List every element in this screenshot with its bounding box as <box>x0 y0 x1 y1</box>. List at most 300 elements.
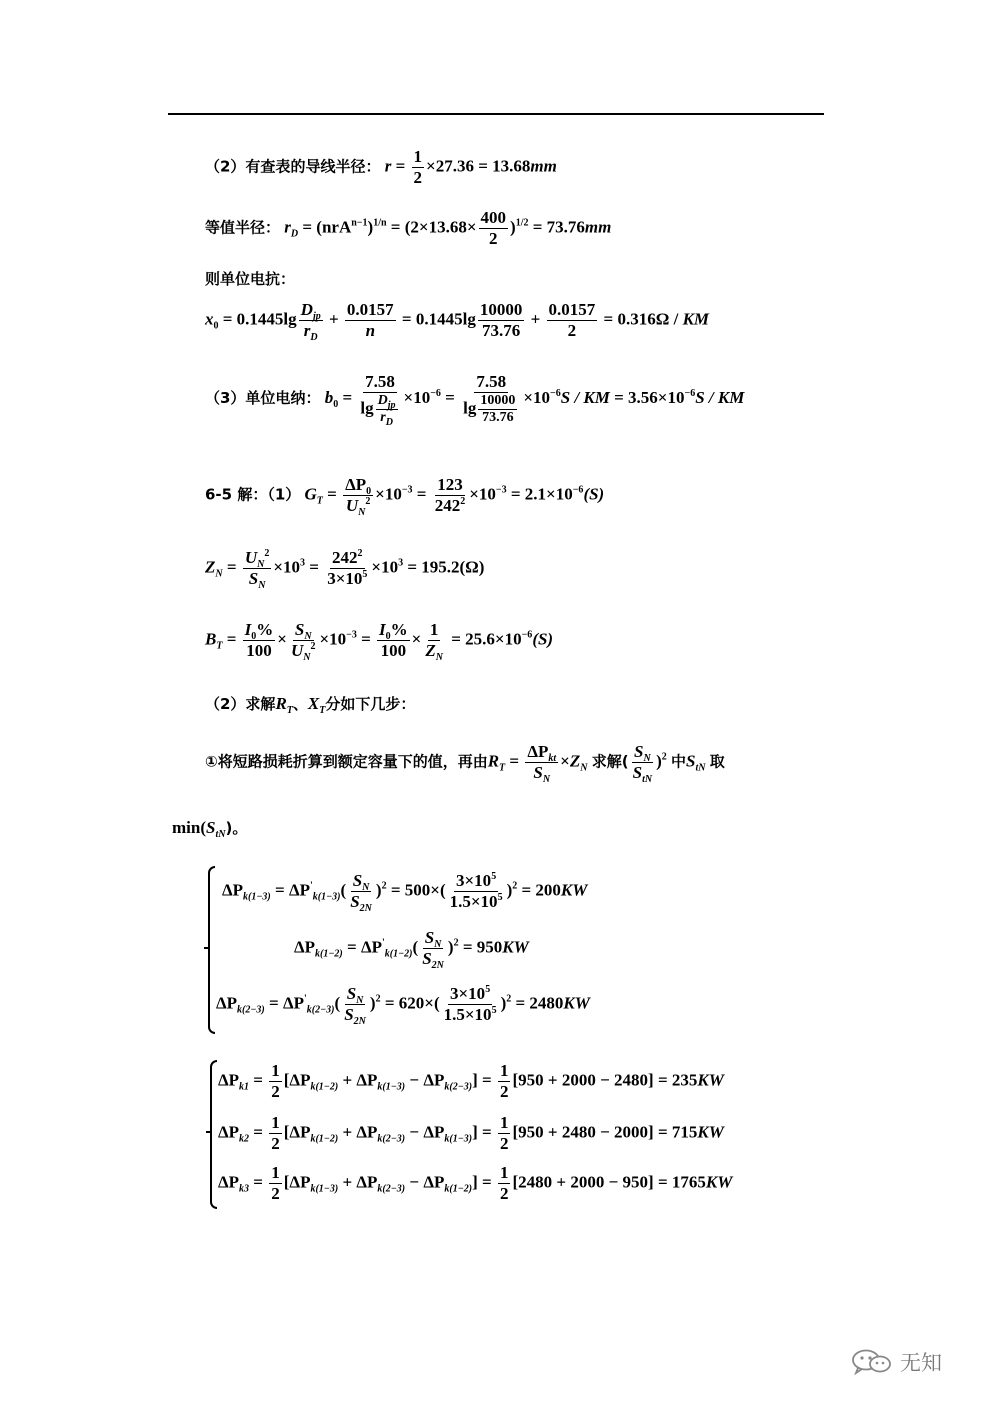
frac-num: 1 <box>499 1163 509 1182</box>
op: − <box>405 1070 424 1090</box>
expr: 242 <box>434 496 461 515</box>
var: U <box>244 548 258 567</box>
sup: 2 <box>506 993 512 1005</box>
frac-den: 73.76 <box>482 410 514 425</box>
frac-num <box>423 928 444 949</box>
sub: D <box>385 417 393 428</box>
frac-num: 1 <box>271 1163 280 1182</box>
frac-den: 2 <box>271 1184 280 1203</box>
frac-den <box>461 393 521 426</box>
unit-mm: mm <box>584 217 612 237</box>
eq-radius: （2）有查表的导线半径： r = $\frac{1}{2}$ ×27.36 = 13.68mm <box>205 147 557 187</box>
var: S <box>632 763 643 782</box>
step-text: 求解( <box>591 752 629 771</box>
sup: 2 <box>365 496 371 507</box>
sup: −6 <box>550 387 561 399</box>
sub: N <box>643 753 651 764</box>
sub: N <box>434 939 442 950</box>
frac-den: 2 <box>489 229 498 248</box>
sub: 2N <box>359 903 372 914</box>
sup: ' <box>304 993 307 1005</box>
unit: (S) <box>532 629 554 649</box>
sub: 0 <box>385 631 391 642</box>
var-x: x <box>205 309 214 329</box>
frac-den <box>442 1005 499 1025</box>
sys1-row-2: $\Delta P_{k(1-2)} = \Delta P'_{k(1-2)}$( $\frac{S_N}{S_{2N}}$ )$^2$ = 950KW <box>294 928 529 971</box>
expr: [2480 + 2000 − 950] <box>512 1172 654 1192</box>
frac-den <box>247 569 268 589</box>
frac <box>269 1061 282 1102</box>
frac-den: 2 <box>499 1134 509 1153</box>
frac-den: 100 <box>380 641 407 660</box>
expr: ×10 <box>469 484 496 504</box>
sup: 2 <box>460 496 466 507</box>
expr: min( <box>172 818 206 837</box>
sub: tN <box>642 774 653 785</box>
frac <box>631 742 654 783</box>
var-R: R <box>275 694 287 713</box>
sub: tN <box>215 829 226 840</box>
var: S <box>533 763 543 782</box>
sub: T <box>216 640 223 652</box>
frac-den <box>631 763 654 783</box>
expr: [950 + 2480 − 2000] <box>512 1122 654 1142</box>
expr: ΔP <box>289 1122 311 1142</box>
frac-den <box>358 393 401 426</box>
sub: k(1−3) <box>312 891 341 903</box>
sup: 1/2 <box>515 217 529 229</box>
frac-den <box>433 496 468 516</box>
frac-num: 7.58 <box>365 372 395 391</box>
frac <box>525 742 558 783</box>
unit-reactance-label: 则单位电抗： <box>205 270 296 288</box>
sup: 5 <box>485 984 491 995</box>
expr: 3×10 <box>456 871 492 890</box>
frac-half <box>412 147 425 188</box>
var-Z: Z <box>569 751 581 771</box>
sub: T <box>319 705 326 716</box>
frac-den: 2 <box>499 1082 509 1101</box>
var: I <box>244 620 252 639</box>
var: S <box>248 569 259 588</box>
sub: D <box>310 332 318 343</box>
frac-num <box>351 871 372 892</box>
var-B: B <box>205 629 217 649</box>
left-brace <box>208 866 215 1034</box>
frac-den: 73.76 <box>481 321 521 340</box>
frac-num <box>343 475 373 496</box>
eq-susceptance: （3）单位电纳： $b_0$ = 7.58 lg $\frac{D_{jp}}{r_D}$ $\times 10^{-6}$ = 7.58 lg $\frac{10000}{73.76}$ $\times 10^{-6}S$ / KM = $3.56\times 10^{-6}S$ / KM <box>205 372 745 428</box>
sys2-row-1: $\Delta P_{k1}$ = $\frac{1}{2}$ $[\Delta P_{k(1-2)} + \Delta P_{k(1-3)} - \Delta P_{k(2-3)}]$ = $\frac{1}{2}$ [950 + 2000 − 2480] = 235KW <box>218 1061 724 1101</box>
unit: S / KM <box>560 387 610 407</box>
frac <box>448 871 505 912</box>
result: = 25.6×10 <box>446 629 522 649</box>
var: r <box>303 321 311 340</box>
sub: 0 <box>366 486 372 497</box>
expr: 500 <box>404 880 431 900</box>
sup: −3 <box>346 629 357 641</box>
frac-num: 400 <box>480 208 507 227</box>
op: + <box>338 1122 357 1142</box>
sub: jp <box>312 311 321 322</box>
sup: −6 <box>430 387 441 399</box>
sup: −3 <box>401 484 413 496</box>
frac-num <box>293 620 314 641</box>
sub: N <box>580 762 588 774</box>
expr: ) <box>510 217 516 237</box>
var: Z <box>425 641 436 660</box>
sup: 2 <box>264 548 270 559</box>
expr: = (nrA <box>298 217 352 237</box>
frac-num: 1 <box>499 1061 509 1080</box>
frac-num: 1 <box>271 1113 280 1132</box>
result: = 715 <box>653 1122 698 1142</box>
sup: 2 <box>357 548 363 559</box>
sub: N <box>258 580 266 591</box>
var: S <box>294 620 305 639</box>
op: + <box>338 1070 357 1090</box>
frac-num: 0.0157 <box>548 300 596 319</box>
result: 950 <box>476 937 503 957</box>
expr: ΔP <box>216 993 238 1013</box>
expr: = 0.1445lg <box>218 309 297 329</box>
frac <box>376 393 398 426</box>
frac-num <box>243 620 276 641</box>
top-rule <box>168 113 824 115</box>
frac-num: 10000 <box>480 393 516 408</box>
left-brace-tip <box>206 1131 212 1133</box>
expr: = 0.1445lg <box>397 309 476 329</box>
frac-num <box>454 871 498 892</box>
frac <box>377 620 410 661</box>
frac <box>547 300 598 341</box>
expr: ΔP <box>282 993 305 1013</box>
expr: 620 <box>398 993 425 1013</box>
unit: KW <box>560 880 588 900</box>
result: 2480 <box>529 993 564 1013</box>
frac-num <box>448 984 492 1005</box>
frac <box>325 548 369 589</box>
var-b: b <box>324 387 334 407</box>
frac <box>479 208 509 249</box>
sub: N <box>257 559 265 570</box>
sub: 2N <box>353 1016 366 1027</box>
expr: ΔP <box>218 1172 240 1192</box>
sub: k(1−2) <box>310 1133 339 1145</box>
sub: 0 <box>251 631 257 642</box>
sup: ' <box>382 937 385 949</box>
frac <box>442 984 499 1025</box>
sup: −6 <box>572 484 584 496</box>
unit: KW <box>697 1122 724 1142</box>
unit: KW <box>563 993 590 1013</box>
wechat-icon <box>850 1349 894 1375</box>
sub: 2N <box>431 960 444 971</box>
step-text: 、 <box>292 695 308 713</box>
frac <box>269 1113 282 1154</box>
result: = 3.56×10 <box>609 387 685 407</box>
frac-den <box>423 641 445 661</box>
sub: k2 <box>239 1133 250 1145</box>
result: = 235 <box>653 1070 698 1090</box>
eq-radius-label: （2）有查表的导线半径： <box>205 157 381 176</box>
expr: % <box>256 620 274 639</box>
eq-base-impedance: $Z_N$ = $\frac{U_N^2}{S_N}$ $\times 10^3$ = $\frac{242^2}{3\times 10^5}$ $\times 10^3 = 195.2(\Omega)$ <box>205 548 485 591</box>
sub: 0 <box>213 320 219 332</box>
sub: k(1−3) <box>444 1133 473 1145</box>
frac <box>348 871 374 912</box>
unit: (S) <box>583 484 605 504</box>
sup: 5 <box>497 892 503 903</box>
sub: k(1−2) <box>310 1081 339 1093</box>
sub: N <box>356 995 364 1006</box>
sub: tN <box>695 762 706 774</box>
eq-susceptance-label: （3）单位电纳： <box>205 388 321 407</box>
lg: lg <box>463 398 477 418</box>
expr: ×10 <box>319 629 347 649</box>
sub: N <box>304 631 312 642</box>
frac <box>343 475 373 516</box>
expr: ×10 <box>371 557 399 577</box>
frac <box>420 928 446 969</box>
sup: 3 <box>300 557 306 569</box>
var: U <box>290 641 304 660</box>
expr: [950 + 2000 − 2480] <box>512 1070 654 1090</box>
var: S <box>422 949 432 968</box>
result: = 0.316Ω / <box>599 309 683 329</box>
expr: ×10 <box>523 387 551 407</box>
var: U <box>345 496 359 515</box>
frac-num: 1 <box>499 1113 509 1132</box>
problem-label: 6-5 解：（1） <box>205 485 301 504</box>
step-text: 中 <box>670 752 686 771</box>
expr: ΔP <box>294 937 316 957</box>
sys2-row-3: $\Delta P_{k3}$ = $\frac{1}{2}$ $[\Delta P_{k(1-3)} + \Delta P_{k(2-3)} - \Delta P_{k(1-2)}]$ = $\frac{1}{2}$ [2480 + 2000 − 950] = 1765KW <box>218 1163 733 1203</box>
var: D <box>377 393 388 408</box>
frac-num: 1 <box>429 620 439 639</box>
sub: k(1−3) <box>243 891 271 903</box>
eq-conductance: 6-5 解：（1） $G_T$ = $\frac{\Delta P_0}{U_N^2}$ $\times 10^{-3}$ = $\frac{123}{242^2}$ $\times 10^{-3} = 2.1\times 10^{-6}(S)$ <box>205 475 605 518</box>
sup: 2 <box>512 880 518 892</box>
frac-den <box>348 892 374 912</box>
sup: −6 <box>684 387 696 399</box>
step-text: （2）求解 <box>205 695 276 713</box>
unit: KW <box>697 1070 724 1090</box>
sub: N <box>358 507 366 518</box>
frac-den <box>325 569 369 589</box>
var: S <box>346 984 357 1003</box>
frac-num <box>377 620 410 641</box>
sub: N <box>542 774 551 785</box>
sub: k(2−3) <box>237 1004 265 1016</box>
expr: ΔP <box>288 880 311 900</box>
var: I <box>379 620 386 639</box>
frac <box>478 300 525 341</box>
var-Z: Z <box>205 557 216 577</box>
eq-equivalent-radius <box>205 208 611 249</box>
expr: ΔP <box>289 1172 311 1192</box>
frac <box>498 1163 511 1204</box>
op: + <box>338 1172 357 1192</box>
var: S <box>633 742 644 761</box>
var-G: G <box>304 484 317 504</box>
frac-num <box>525 742 558 763</box>
sub: T <box>499 762 506 774</box>
unit: KW <box>705 1172 733 1192</box>
expr: ΔP <box>360 937 383 957</box>
expr: ΔP <box>218 1070 240 1090</box>
op: − <box>405 1172 424 1192</box>
watermark <box>850 1347 942 1377</box>
left-brace <box>210 1060 217 1209</box>
var-S: S <box>206 818 216 837</box>
expr: ΔP <box>423 1122 445 1142</box>
frac <box>269 1163 282 1204</box>
frac-den <box>531 763 552 783</box>
expr: ΔP <box>289 1070 311 1090</box>
result: = 2.1×10 <box>506 484 573 504</box>
result: = 195.2(Ω) <box>403 557 485 577</box>
expr: ΔP <box>356 1070 378 1090</box>
step-text: ①将短路损耗折算到额定容量下的值，再由 <box>205 752 488 771</box>
sup: 2 <box>453 937 459 949</box>
frac-num: 10000 <box>479 300 523 319</box>
sup: 2 <box>661 751 667 763</box>
sup: 5 <box>491 871 497 882</box>
eq-equivalent-radius-label: 等值半径： <box>205 218 281 237</box>
step-text: 取 <box>709 752 725 771</box>
sup: 1/n <box>373 217 387 229</box>
frac-num: 123 <box>437 475 463 494</box>
unit: S / KM <box>695 387 745 407</box>
sub: N <box>435 652 443 663</box>
result: 200 <box>535 880 561 900</box>
frac-den <box>378 410 395 426</box>
eq-susceptance-bt: $B_T$ = $\frac{I_0\%}{100}$ × $\frac{S_N}{U_N^2}$ $\times 10^{-3}$ = $\frac{I_0\%}{100}$ × $\frac{1}{Z_N}$ = $25.6\times 10^{-6}(S)$ <box>205 620 554 663</box>
unit: KM <box>682 309 710 329</box>
sub: N <box>215 568 223 580</box>
frac <box>289 620 318 661</box>
var-r: r <box>384 156 392 176</box>
min-line <box>172 817 247 838</box>
sup: 2 <box>310 641 316 652</box>
sub: k(1−2) <box>444 1183 473 1195</box>
frac-den: 2 <box>271 1134 280 1153</box>
sub: D <box>290 228 299 240</box>
frac <box>498 1113 511 1154</box>
frac <box>433 475 468 516</box>
op: + <box>324 309 343 329</box>
sub: T <box>316 495 323 507</box>
sup: 2 <box>375 993 381 1005</box>
expr: ΔP <box>345 475 367 494</box>
expr: 3×10 <box>327 569 363 588</box>
frac-num: 0.0157 <box>346 300 394 319</box>
watermark-text: 无知 <box>900 1351 942 1375</box>
frac-den <box>344 496 373 516</box>
sub: k(2−3) <box>306 1004 335 1016</box>
sys1-row-1: $\Delta P_{k(1-3)} = \Delta P'_{k(1-3)}$( $\frac{S_N}{S_{2N}}$ )$^2$ = 500×( $\frac{3\times 10^5}{1.5\times 10^5}$ )$^2$ = 200KW <box>222 871 588 914</box>
frac-num: 1 <box>271 1061 280 1080</box>
sub: 0 <box>333 398 339 410</box>
frac-den <box>289 641 318 661</box>
sub: N <box>303 652 311 663</box>
frac-num: 1 <box>413 147 423 166</box>
sub: k(1−2) <box>315 948 343 960</box>
sup: 5 <box>491 1005 497 1016</box>
sub: k(2−3) <box>444 1081 473 1093</box>
var: S <box>424 928 435 947</box>
sub: k(1−3) <box>377 1081 406 1093</box>
frac-num <box>632 742 653 763</box>
frac-den: 2 <box>567 321 577 340</box>
sup: 5 <box>362 569 368 580</box>
expr: ΔP <box>222 880 244 900</box>
sub: T <box>286 705 293 716</box>
frac-num: 7.58 <box>476 372 507 391</box>
step-2 <box>205 693 415 714</box>
frac-den: 100 <box>246 641 272 660</box>
frac <box>243 620 276 661</box>
frac <box>342 984 368 1025</box>
sub: k(1−3) <box>310 1183 339 1195</box>
expr: )。 <box>225 819 248 837</box>
sub: N <box>362 882 370 893</box>
expr: ×10 <box>273 557 301 577</box>
expr: 1.5×10 <box>449 892 498 911</box>
frac-num <box>299 300 323 321</box>
frac-num <box>376 393 398 410</box>
frac <box>345 300 396 341</box>
unit-mm: mm <box>530 156 557 176</box>
sys2-row-2: $\Delta P_{k2}$ = $\frac{1}{2}$ $[\Delta P_{k(1-2)} + \Delta P_{k(2-3)} - \Delta P_{k(1-3)}]$ = $\frac{1}{2}$ [950 + 2480 − 2000] = 715KW <box>218 1113 724 1153</box>
frac-den <box>420 949 446 969</box>
op: − <box>405 1122 424 1142</box>
var-X: X <box>307 694 320 713</box>
sup: 2 <box>381 880 387 892</box>
step-a: ①将短路损耗折算到额定容量下的值，再由$R_T$ = $\frac{\Delta P_{kt}}{S_N}$ $\times Z_N$ 求解( $\frac{S_N}{S_{tN}}$ )$^2$ 中$S_{tN}$ 取 <box>205 742 725 785</box>
expr: ) <box>367 217 374 237</box>
expr: 1.5×10 <box>443 1005 492 1024</box>
var-R: R <box>487 751 500 771</box>
sup: −3 <box>495 484 507 496</box>
frac-den <box>448 892 505 912</box>
expr: % <box>390 620 408 639</box>
expr: ×10 <box>403 387 431 407</box>
expr: 242 <box>332 548 358 567</box>
frac <box>299 300 323 341</box>
result: = 1765 <box>653 1172 706 1192</box>
expr: 3×10 <box>450 984 486 1003</box>
result: = 73.76 <box>528 217 585 237</box>
op: + <box>526 309 545 329</box>
unit: KW <box>502 937 529 957</box>
var-S: S <box>686 751 696 771</box>
frac-num <box>330 548 365 569</box>
sub: k(2−3) <box>377 1133 406 1145</box>
expr: ×10 <box>375 484 402 504</box>
expr: ΔP <box>527 742 549 761</box>
frac <box>478 393 517 426</box>
var: r <box>380 410 386 425</box>
sup: ' <box>310 880 313 892</box>
var: S <box>350 892 360 911</box>
frac-num <box>243 548 272 569</box>
frac-den: n <box>365 321 376 340</box>
sub: jp <box>387 400 396 411</box>
sys1-row-3: $\Delta P_{k(2-3)} = \Delta P'_{k(2-3)}$( $\frac{S_N}{S_{2N}}$ )$^2$ = 620×( $\frac{3\times 10^5}{1.5\times 10^5}$ )$^2$ = 2480KW <box>216 984 590 1027</box>
eq-radius-value: ×27.36 = 13.68 <box>426 156 531 176</box>
